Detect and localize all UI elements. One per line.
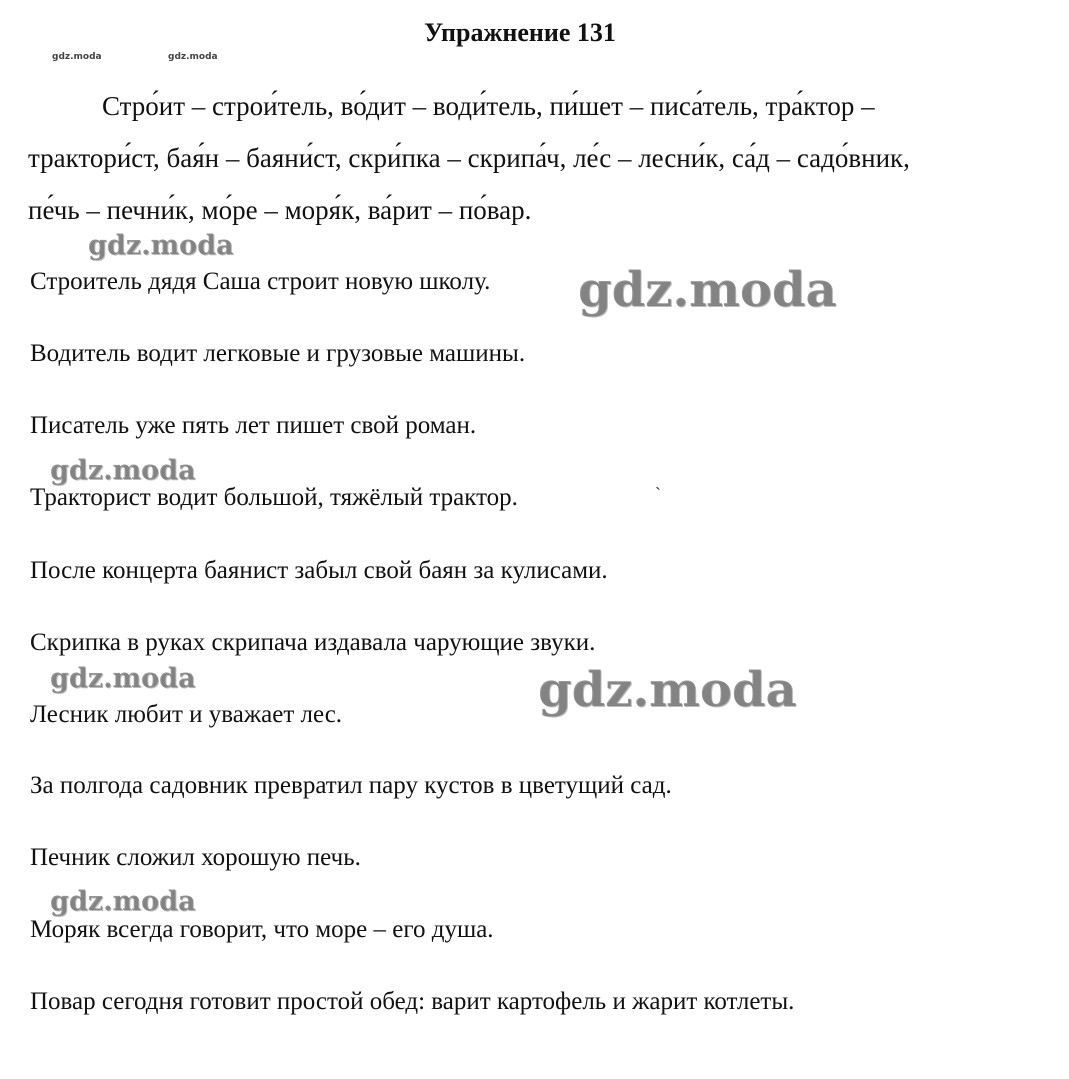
word-pairs-line-2: трактори́ст, бая́н – баяни́ст, скри́пка – скрипа́ч, ле́с – лесни́к, са́д – садо́вник,: [28, 143, 910, 173]
sentence-11: Повар сегодня готовит простой обед: варит картофель и жарит котлеты.: [30, 988, 795, 1015]
sentence-5: После концерта баянист забыл свой баян за кулисами.: [30, 557, 608, 584]
sentence-6: Скрипка в руках скрипача издавала чарующие звуки.: [30, 629, 596, 656]
sentence-7: Лесник любит и уважает лес.: [30, 701, 343, 728]
stray-mark: `: [655, 484, 661, 504]
watermark-2: gdz.moda: [578, 262, 837, 318]
sentence-8: За полгода садовник превратил пару кустов в цветущий сад.: [30, 772, 672, 799]
watermark-5: gdz.moda: [538, 662, 797, 718]
watermark-4: gdz.moda: [50, 663, 196, 694]
sentence-10: Моряк всегда говорит, что море – его душа.: [30, 916, 494, 943]
sentence-4: Тракторист водит большой, тяжёлый трактор.: [30, 484, 518, 511]
word-pairs-line-3: пе́чь – печни́к, мо́ре – моря́к, ва́рит – по́вар.: [28, 195, 532, 225]
watermark-6: gdz.moda: [50, 886, 196, 917]
watermark-1: gdz.moda: [88, 230, 234, 261]
word-pairs-line-1: Стро́ит – строи́тель, во́дит – води́тель, пи́шет – писа́тель, тра́ктор –: [102, 91, 875, 121]
corner-watermark-2: gdz.moda: [168, 52, 218, 62]
sentence-9: Печник сложил хорошую печь.: [30, 844, 361, 871]
corner-watermark-1: gdz.moda: [52, 52, 102, 62]
sentence-3: Писатель уже пять лет пишет свой роман.: [30, 412, 477, 439]
sentence-1: Строитель дядя Саша строит новую школу.: [30, 268, 491, 295]
watermark-3: gdz.moda: [50, 455, 196, 486]
sentence-2: Водитель водит легковые и грузовые машины.: [30, 340, 526, 367]
page-title: Упражнение 131: [424, 18, 616, 47]
